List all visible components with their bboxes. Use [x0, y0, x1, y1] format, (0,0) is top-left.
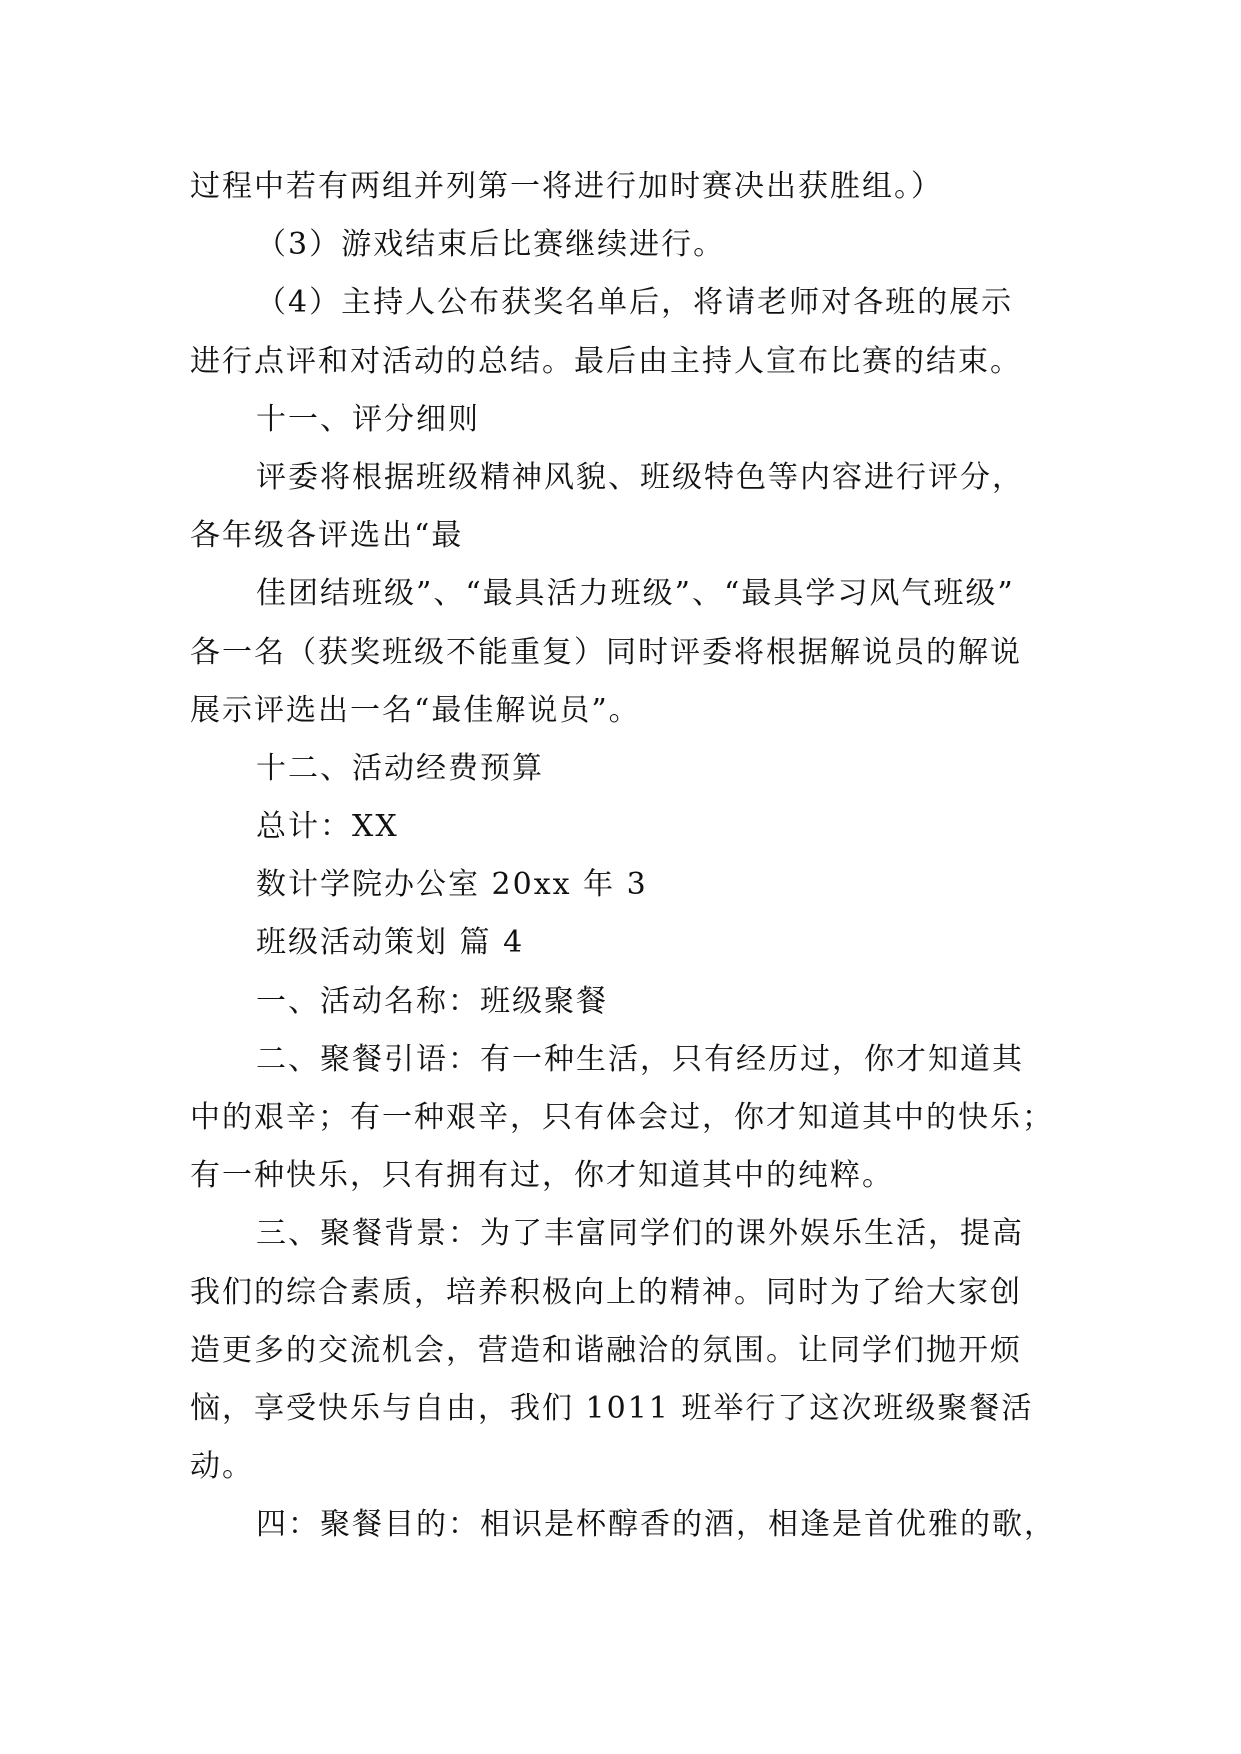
text-line: 有一种快乐，只有拥有过，你才知道其中的纯粹。	[190, 1158, 894, 1194]
text-line: 展示评选出一名“最佳解说员”。	[190, 692, 641, 728]
section-heading: 一、活动名称：班级聚餐	[256, 983, 608, 1019]
text-line: 评委将根据班级精神风貌、班级特色等内容进行评分，	[256, 459, 1024, 495]
text-line: 数计学院办公室 20xx 年 3	[256, 867, 648, 903]
text-line: 过程中若有两组并列第一将进行加时赛决出获胜组。）	[190, 169, 943, 204]
text-line: 各年级各评选出“最	[190, 518, 464, 554]
text-line: （4）主持人公布获奖名单后，将请老师对各班的展示	[256, 285, 1014, 321]
text-line: 三、聚餐背景：为了丰富同学们的课外娱乐生活，提高	[256, 1216, 1024, 1252]
text-line: 佳团结班级”、“最具活力班级”、“最具学习风气班级”	[256, 576, 1015, 612]
text-line: 我们的综合素质，培养积极向上的精神。同时为了给大家创	[190, 1274, 1022, 1310]
text-line: 进行点评和对活动的总结。最后由主持人宣布比赛的结束。	[190, 343, 1022, 379]
text-line: 造更多的交流机会，营造和谐融洽的氛围。让同学们抛开烦	[190, 1332, 1022, 1368]
text-line: 动。	[190, 1449, 254, 1485]
text-line: 中的艰辛；有一种艰辛，只有体会过，你才知道其中的快乐；	[190, 1100, 1054, 1135]
text-line: 恼，享受快乐与自由，我们 1011 班举行了这次班级聚餐活	[190, 1390, 1034, 1426]
document-body	[190, 158, 1070, 1555]
text-line: 二、聚餐引语：有一种生活，只有经历过，你才知道其	[256, 1041, 1024, 1077]
article-title: 班级活动策划 篇 4	[256, 925, 525, 961]
section-heading: 十一、评分细则	[256, 401, 480, 437]
text-line: 各一名（获奖班级不能重复）同时评委将根据解说员的解说	[190, 634, 1022, 670]
text-line: 总计：XX	[256, 809, 399, 845]
text-line: （3）游戏结束后比赛继续进行。	[256, 227, 726, 263]
text-line: 四：聚餐目的：相识是杯醇香的酒，相逢是首优雅的歌，	[256, 1507, 1056, 1543]
section-heading: 十二、活动经费预算	[256, 750, 544, 786]
